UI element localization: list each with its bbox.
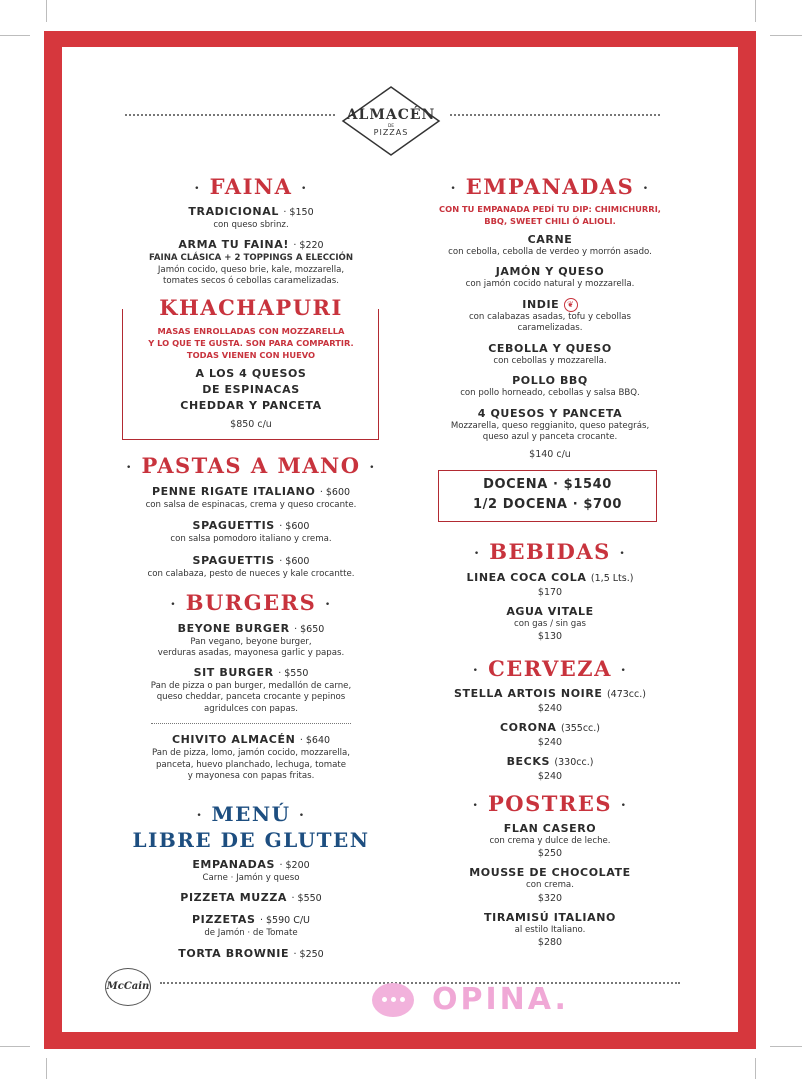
item-description: panceta, huevo planchado, lechuga, tomate [155,759,347,770]
section-title: KHACHAPURI [154,295,348,321]
section-subtitle: CON TU EMPANADA PEDÍ TU DIP: CHIMICHURRI, [439,203,661,214]
menu-item: CARNE [527,232,573,246]
item-price: $320 [537,892,563,904]
section-subtitle: BBQ, SWEET CHILI Ó ALIOLI. [484,215,616,226]
pastas-section [105,453,397,580]
menu-item: A LOS 4 QUESOS [195,367,307,380]
cerveza-section [405,656,695,783]
crop-mark [755,1058,756,1079]
item-description: de Jamón · de Tomate [204,928,298,938]
burgers-section [105,590,397,783]
khachapuri-section [105,295,397,431]
watermark-text: OPINA. [432,982,569,1017]
item-description: agridulces con papas. [204,703,298,714]
item-description: queso azul y panceta crocante. [482,432,618,442]
item-price: $280 [537,937,563,948]
faina-section [105,174,397,288]
menu-item: PIZZETAS · $590 C/U [192,913,310,926]
section-title: · BURGERS · [170,590,332,615]
crop-mark [755,0,756,22]
menu-item: CHEDDAR Y PANCETA [180,399,322,412]
menu-item: SPAGUETTIS · $600 [192,553,310,567]
header-dotted-rule [450,114,660,116]
item-description: con pollo horneado, cebollas y salsa BBQ. [460,388,640,398]
menu-item: AGUA VITALE [506,604,594,618]
item-description: y mayonesa con papas fritas. [187,771,315,781]
crop-mark [0,35,30,36]
section-title: · CERVEZA · [472,656,628,681]
menu-item: POLLO BBQ [512,374,588,387]
item-description: con gas / sin gas [514,618,586,629]
item-description: tomates secos ó cebollas caramelizadas. [163,276,339,286]
item-description: con queso sbrinz. [213,219,289,230]
item-description: con salsa pomodoro italiano y crema. [170,534,332,544]
menu-item: SPAGUETTIS · $600 [192,519,310,532]
item-description: Pan de pizza, lomo, jamón cocido, mozzarella, [151,748,351,758]
item-description: con calabaza, pesto de nueces y kale crocantte. [147,568,355,579]
logo-name-de: DE [387,124,395,129]
menu-item: FLAN CASERO [503,821,597,835]
item-price: $240 [537,770,563,782]
item-description: con crema. [526,880,574,890]
section-title: · BEBIDAS · [474,539,626,564]
item-price: $170 [537,586,563,598]
menu-item: TIRAMISÚ ITALIANO [484,910,616,924]
empanadas-section [405,174,695,461]
item-description: Carne · Jamón y queso [202,872,300,883]
item-price: $240 [537,702,563,714]
menu-item: CEBOLLA Y QUESO [488,341,612,355]
docena-box [438,470,657,522]
menu-item: EMPANADAS · $200 [192,857,310,871]
menu-item: LINEA COCA COLA (1,5 Lts.) [466,570,634,584]
menu-item: DE ESPINACAS [202,383,300,396]
section-title: LIBRE DE GLUTEN [132,827,370,852]
section-title: · PASTAS A MANO · [126,453,376,478]
menu-item: TORTA BROWNIE · $250 [178,946,324,960]
mccain-logo: McCain [105,968,151,1006]
item-description: con crema y dulce de leche. [489,835,611,846]
item-description: con calabazas asadas, tofu y cebollas [468,311,632,322]
item-price: $140 c/u [529,448,571,460]
menu-item: MOUSSE DE CHOCOLATE [469,866,631,879]
crop-mark [46,0,47,22]
logo-name-bottom: PIZZAS [373,128,409,137]
item-price: $240 [537,736,563,748]
menu-item: TRADICIONAL · $150 [188,204,314,218]
item-description: con cebolla, cebolla de verdeo y morrón asado. [448,246,652,257]
item-description: Pan de pizza o pan burger, medallón de carne, [150,680,352,691]
postres-section [405,791,695,949]
menu-item: STELLA ARTOIS NOIRE (473cc.) [454,686,646,700]
chat-bubble-icon [372,983,414,1017]
section-subtitle: TODAS VIENEN CON HUEVO [186,350,316,360]
section-title: · FAINA · [194,174,308,199]
item-price: $130 [537,631,563,642]
crop-mark [0,1046,30,1047]
menu-item: CORONA (355cc.) [499,720,601,734]
bebidas-section [405,539,695,643]
item-description: queso cheddar, panceta crocante y pepinos [156,692,346,702]
crop-mark [46,1058,47,1079]
header-dotted-rule [125,114,335,116]
item-description: FAINA CLÁSICA + 2 TOPPINGS A ELECCIÓN [148,253,354,263]
item-price: $850 c/u [230,419,272,430]
section-title: · MENÚ · [196,802,306,826]
item-description: con jamón cocido natural y mozzarella. [465,279,635,289]
section-subtitle: MASAS ENROLLADAS CON MOZZARELLA [157,326,345,336]
menu-item: INDIE ❦ [405,298,695,312]
section-title: · EMPANADAS · [450,174,650,199]
logo-name-top: ALMACÉN [346,107,436,123]
menu-item: ARMA TU FAINA! · $220 [178,238,324,251]
menu-item: BEYONE BURGER · $650 [177,621,325,635]
menu-item: PIZZETA MUZZA · $550 [180,891,322,904]
gluten-free-section [105,802,397,962]
menu-item: PENNE RIGATE ITALIANO · $600 [151,484,351,498]
dotted-divider [151,723,351,724]
section-subtitle: Y LO QUE TE GUSTA. SON PARA COMPARTIR. [148,338,354,348]
menu-item: CHIVITO ALMACÉN · $640 [171,733,331,746]
item-description: caramelizadas. [517,323,583,333]
almacen-logo [341,85,441,157]
section-title: · POSTRES · [472,791,628,816]
item-description: al estilo Italiano. [514,924,586,935]
item-description: Pan vegano, beyone burger, [190,636,312,647]
menu-item: 4 QUESOS Y PANCETA [477,406,623,420]
crop-mark [770,35,802,36]
item-price: $250 [537,848,563,859]
menu-item: SIT BURGER · $550 [193,665,309,679]
menu-item: BECKS (330cc.) [506,754,594,768]
item-description: con cebollas y mozzarella. [493,355,607,366]
crop-mark [770,1046,802,1047]
item-description: verduras asadas, mayonesa garlic y papas. [157,648,345,658]
item-description: con salsa de espinacas, crema y queso crocante. [145,499,357,510]
docena-price: DOCENA · $1540 [483,477,612,492]
item-description: Mozzarella, queso reggianito, queso pategrás, [450,420,650,431]
menu-item: JAMÓN Y QUESO [495,265,605,278]
footer-dotted-rule [160,982,680,984]
leaf-icon: ❦ [564,298,578,312]
half-docena-price: 1/2 DOCENA · $700 [473,497,622,512]
item-description: Jamón cocido, queso brie, kale, mozzarella, [157,264,345,275]
